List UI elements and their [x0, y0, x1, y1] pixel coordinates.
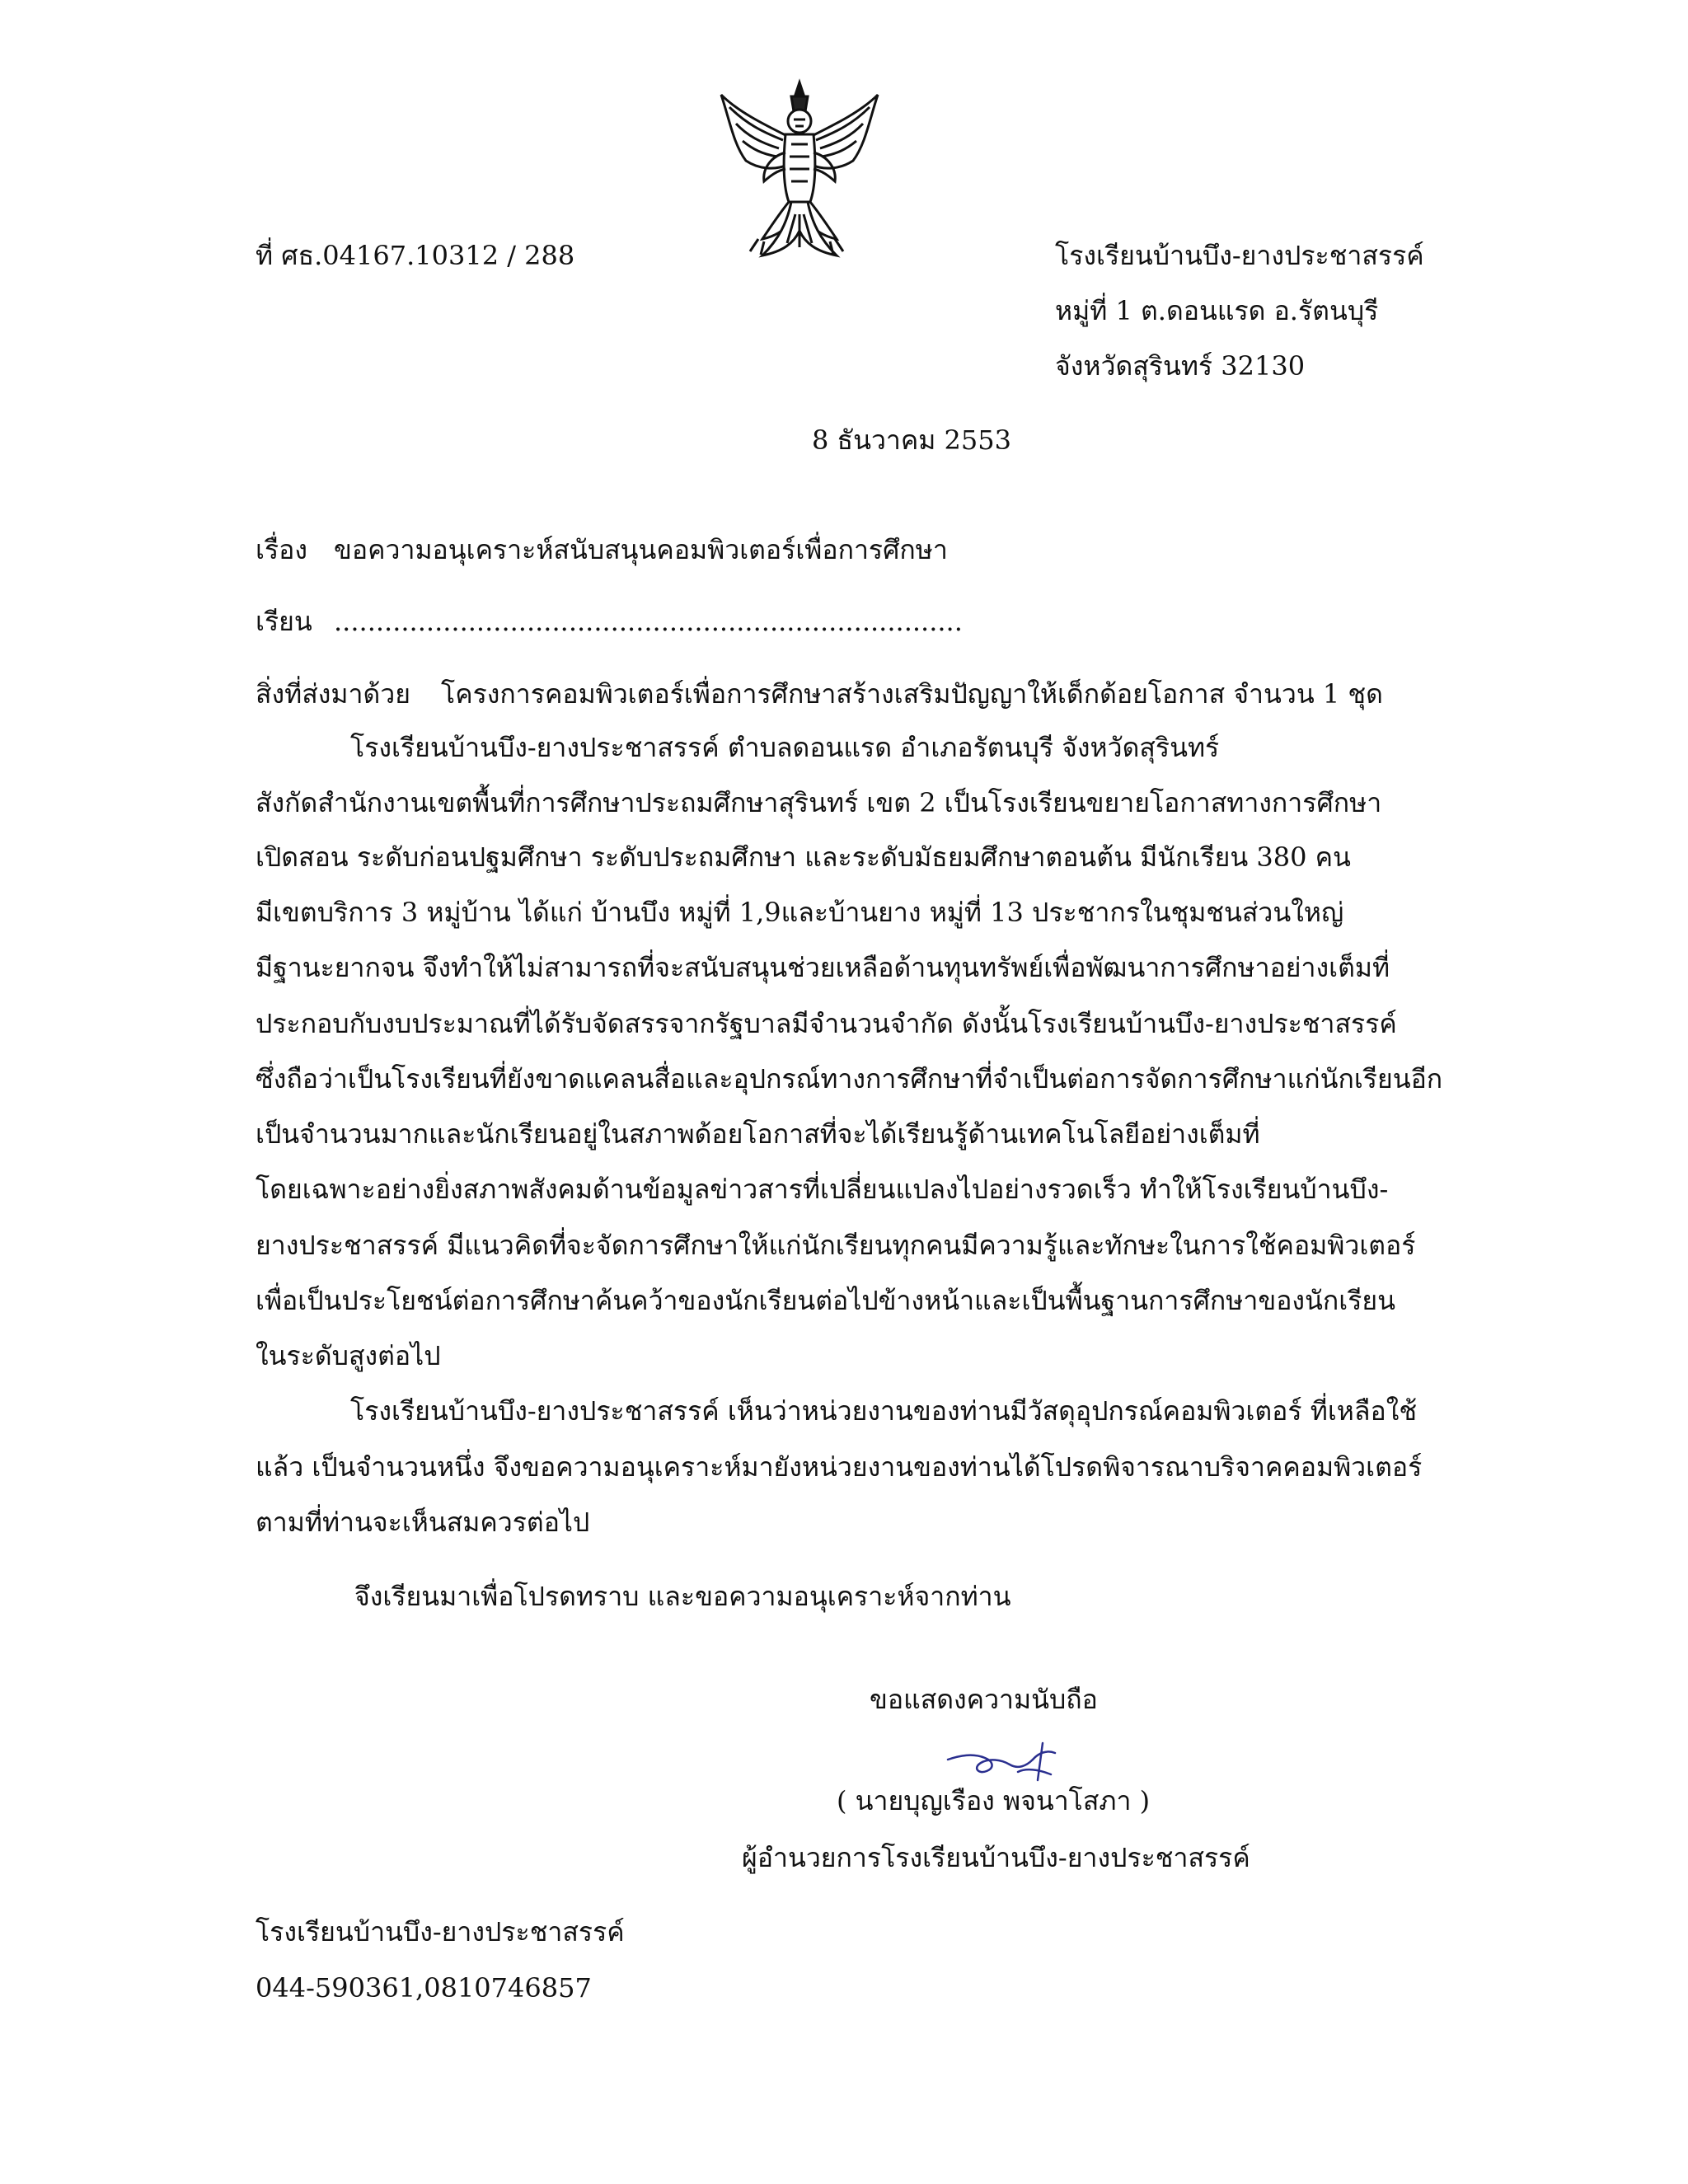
garuda-emblem-icon	[713, 78, 886, 268]
signer-name: ( นายบุญเรือง พจนาโสภา )	[837, 1785, 1151, 1816]
reference-number: ที่ ศธ.04167.10312 / 288	[256, 240, 575, 271]
salutation-blank: ...........................................................................	[334, 606, 963, 637]
body-line: ยางประชาสรรค์ มีแนวคิดที่จะจัดการศึกษาให้แก่นักเรียนทุกคนมีความรู้และทักษะในการใช้คอมพิวเตอร์	[256, 1230, 1416, 1261]
letter-date: 8 ธันวาคม 2553	[812, 424, 1011, 456]
subject-text: ขอความอนุเคราะห์สนับสนุนคอมพิวเตอร์เพื่อการศึกษา	[334, 534, 948, 565]
footer-organization: โรงเรียนบ้านบึง-ยางประชาสรรค์	[256, 1916, 625, 1947]
salutation-label: เรียน	[256, 606, 312, 637]
footer-phone: 044-590361,0810746857	[256, 1972, 592, 2004]
sender-address-line1: โรงเรียนบ้านบึง-ยางประชาสรรค์	[1055, 240, 1424, 271]
body-line: เพื่อเป็นประโยชน์ต่อการศึกษาค้นคว้าของนักเรียนต่อไปข้างหน้าและเป็นพื้นฐานการศึกษาของนักเรียน	[256, 1285, 1396, 1316]
closing-phrase: ขอแสดงความนับถือ	[870, 1684, 1098, 1715]
sender-address-line3: จังหวัดสุรินทร์ 32130	[1055, 350, 1306, 382]
body-line: โรงเรียนบ้านบึง-ยางประชาสรรค์ เห็นว่าหน่วยงานของท่านมีวัสดุอุปกรณ์คอมพิวเตอร์ ที่เหลือใช้	[350, 1395, 1418, 1427]
enclosure-text: โครงการคอมพิวเตอร์เพื่อการศึกษาสร้างเสริมปัญญาให้เด็กด้อยโอกาส จำนวน 1 ชุด	[441, 678, 1383, 710]
body-line: ประกอบกับงบประมาณที่ได้รับจัดสรรจากรัฐบาลมีจำนวนจำกัด ดังนั้นโรงเรียนบ้านบึง-ยางประชาสรรค์	[256, 1008, 1397, 1039]
body-line: โดยเฉพาะอย่างยิ่งสภาพสังคมด้านข้อมูลข่าวสารที่เปลี่ยนแปลงไปอย่างรวดเร็ว ทำให้โรงเรียนบ้านบึง-	[256, 1174, 1389, 1205]
signer-title: ผู้อำนวยการโรงเรียนบ้านบึง-ยางประชาสรรค์	[742, 1842, 1250, 1873]
closing-request: จึงเรียนมาเพื่อโปรดทราบ และขอความอนุเคราะห์จากท่าน	[354, 1581, 1011, 1612]
body-line: มีฐานะยากจน จึงทำให้ไม่สามารถที่จะสนับสนุนช่วยเหลือด้านทุนทรัพย์เพื่อพัฒนาการศึกษาอย่างเต็มที่	[256, 952, 1390, 983]
body-line: ตามที่ท่านจะเห็นสมควรต่อไป	[256, 1507, 590, 1538]
body-line: เป็นจำนวนมากและนักเรียนอยู่ในสภาพด้อยโอกาสที่จะได้เรียนรู้ด้านเทคโนโลยีอย่างเต็มที่	[256, 1118, 1260, 1150]
body-line: ซึ่งถือว่าเป็นโรงเรียนที่ยังขาดแคลนสื่อและอุปกรณ์ทางการศึกษาที่จำเป็นต่อการจัดการศึกษาแก่นักเรียนอีก	[256, 1063, 1443, 1094]
sender-address-line2: หมู่ที่ 1 ต.ดอนแรด อ.รัตนบุรี	[1055, 295, 1379, 326]
enclosure-label: สิ่งที่ส่งมาด้วย	[256, 678, 410, 710]
body-line: มีเขตบริการ 3 หมู่บ้าน ได้แก่ บ้านบึง หมู่ที่ 1,9และบ้านยาง หมู่ที่ 13 ประชากรในชุมชนส่วนใหญ่	[256, 897, 1344, 928]
body-line: สังกัดสำนักงานเขตพื้นที่การศึกษาประถมศึกษาสุรินทร์ เขต 2 เป็นโรงเรียนขยายโอกาสทางการศึกษา	[256, 787, 1382, 818]
body-line: ในระดับสูงต่อไป	[256, 1340, 441, 1371]
body-line: เปิดสอน ระดับก่อนปฐมศึกษา ระดับประถมศึกษา และระดับมัธยมศึกษาตอนต้น มีนักเรียน 380 คน	[256, 841, 1351, 873]
body-line: แล้ว เป็นจำนวนหนึ่ง จึงขอความอนุเคราะห์มายังหน่วยงานของท่านได้โปรดพิจารณาบริจาคคอมพิวเตอร์	[256, 1451, 1423, 1483]
body-line: โรงเรียนบ้านบึง-ยางประชาสรรค์ ตำบลดอนแรด อำเภอรัตนบุรี จังหวัดสุรินทร์	[350, 732, 1220, 763]
subject-label: เรื่อง	[256, 534, 307, 565]
